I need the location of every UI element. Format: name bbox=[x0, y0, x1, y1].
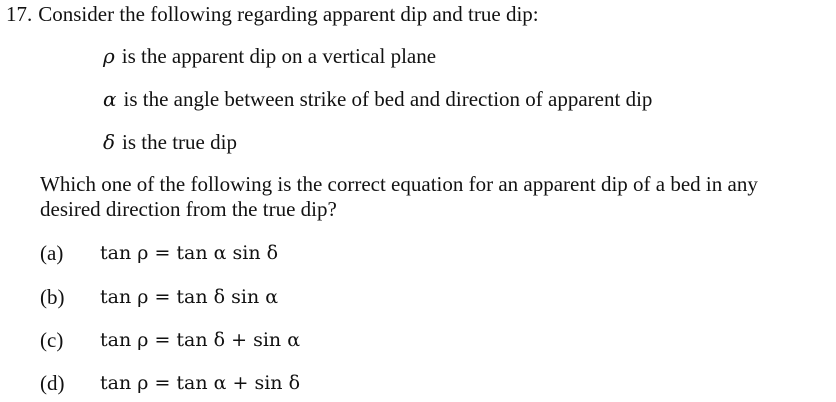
definition-symbol: α bbox=[103, 87, 117, 111]
option-equation: tan ρ = tan δ + sin α bbox=[100, 329, 301, 351]
definition-item bbox=[103, 86, 652, 112]
option-letter: (c) bbox=[40, 328, 64, 352]
option-equation: tan ρ = tan δ sin α bbox=[100, 286, 279, 308]
option-equation: tan ρ = tan α + sin δ bbox=[100, 372, 301, 394]
option-equation: tan ρ = tan α sin δ bbox=[100, 242, 279, 264]
option-letter: (a) bbox=[40, 241, 64, 265]
definition-symbol: ρ bbox=[103, 44, 115, 68]
definition-text: is the angle between strike of bed and direction of apparent dip bbox=[123, 87, 653, 111]
option-letter: (d) bbox=[40, 371, 65, 395]
definition-text: is the apparent dip on a vertical plane bbox=[121, 44, 437, 68]
question-header bbox=[6, 1, 539, 27]
option-letter: (b) bbox=[40, 285, 65, 309]
definition-text: is the true dip bbox=[122, 130, 237, 154]
question-prompt: Which one of the following is the correct equation for an apparent dip of a bed in any desired direction from the true dip? bbox=[40, 172, 758, 221]
question-stem: Consider the following regarding apparent dip and true dip: bbox=[38, 2, 539, 26]
definition-symbol: δ bbox=[103, 130, 116, 154]
definition-item bbox=[103, 43, 436, 69]
question-number: 17. bbox=[6, 2, 33, 26]
definition-item bbox=[103, 129, 237, 155]
